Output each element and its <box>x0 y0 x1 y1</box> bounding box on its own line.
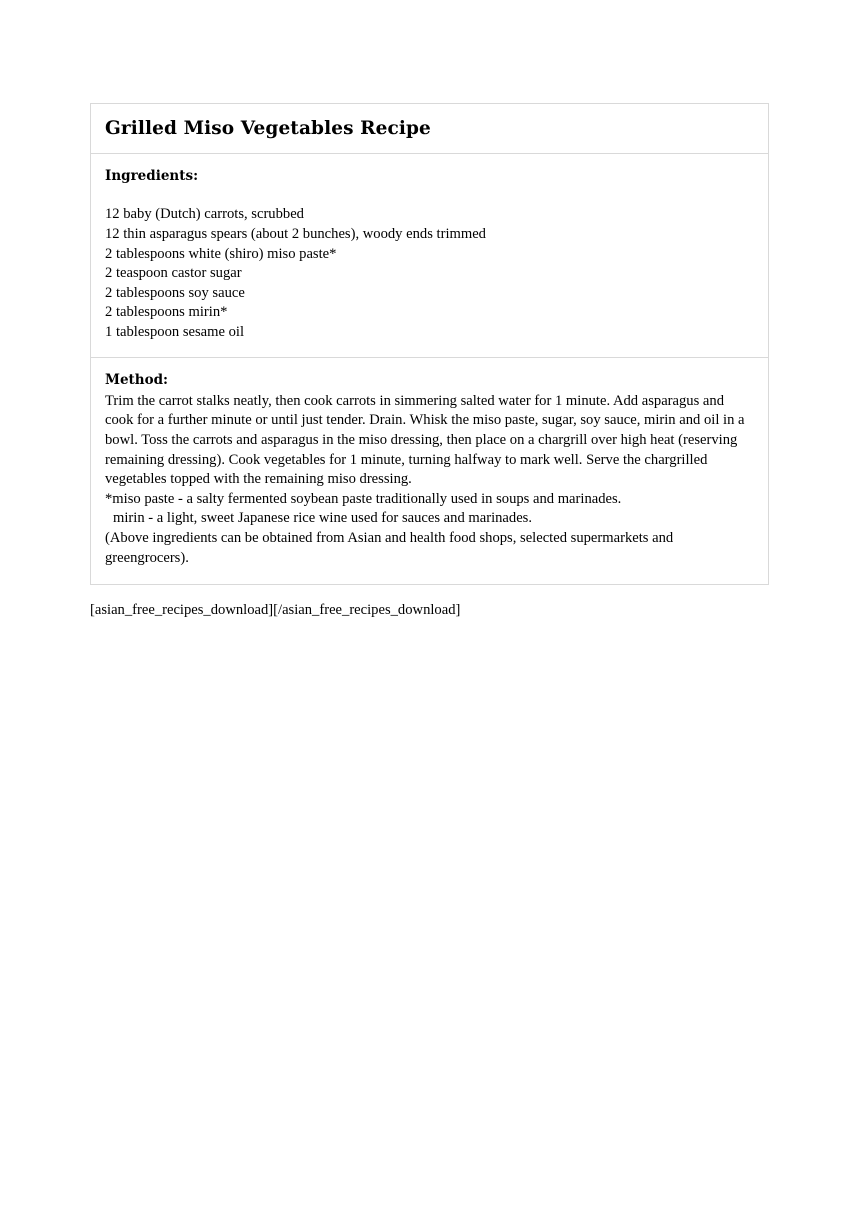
list-item: 1 tablespoon sesame oil <box>105 324 245 340</box>
ingredients-list <box>105 205 754 342</box>
list-item: 2 teaspoon castor sugar <box>105 265 242 282</box>
method-paragraph: Trim the carrot stalks neatly, then cook carrots in simmering salted water for 1 minute. Add asparagus and cook for a further minute or until just tender. Drain. Whisk the miso paste, sugar, soy sauce, mirin and oil in a bowl. Toss the carrots and asparagus in the miso dressing, then place on a chargrill over high heat (reserving remaining dressing). Cook vegetables for 1 minute, turning halfway to mark well. Serve the chargrilled vegetables topped with the remaining miso dressing. <box>105 392 745 488</box>
list-item: 2 tablespoons white (shiro) miso paste* <box>105 245 337 262</box>
method-note-sources: (Above ingredients can be obtained from Asian and health food shops, selected supermarkets and greengrocers). <box>105 530 674 566</box>
method-body <box>105 392 754 568</box>
method-note-miso: *miso paste - a salty fermented soybean paste traditionally used in soups and marinades. <box>105 490 622 507</box>
download-link[interactable]: [asian_free_recipes_download][/asian_free_recipes_download] <box>90 602 461 618</box>
page-title: Grilled Miso Vegetables Recipe <box>105 118 431 139</box>
method-note-mirin: mirin - a light, sweet Japanese rice wine used for sauces and marinades. <box>113 510 533 527</box>
method-heading: Method: <box>105 371 169 388</box>
list-item: 2 tablespoons soy sauce <box>105 284 245 301</box>
list-item: 12 baby (Dutch) carrots, scrubbed <box>105 206 304 223</box>
recipe-header <box>91 104 768 154</box>
recipe-card <box>90 103 769 585</box>
list-item: 12 thin asparagus spears (about 2 bunches), woody ends trimmed <box>105 226 486 243</box>
list-item: 2 tablespoons mirin* <box>105 304 228 321</box>
method-section <box>91 358 768 585</box>
ingredients-section <box>91 154 768 357</box>
ingredients-heading: Ingredients: <box>105 168 199 185</box>
